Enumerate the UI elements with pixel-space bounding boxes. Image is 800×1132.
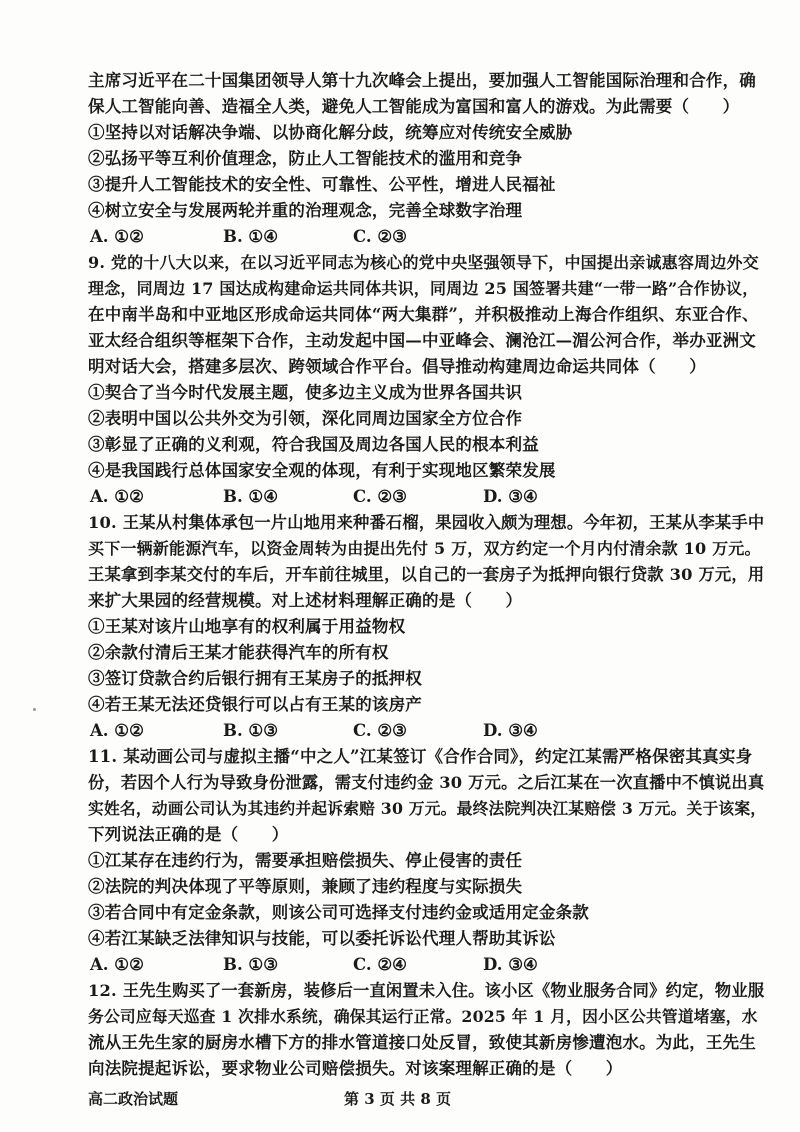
q8-item-2: ②弘扬平等互利价值理念，防止人工智能技术的滥用和竞争: [88, 149, 523, 168]
footer-subject: 高二政治试题: [88, 1090, 179, 1108]
q10-option-b[interactable]: B. ①③: [223, 721, 279, 740]
q11-option-a[interactable]: A. ①②: [90, 955, 144, 974]
q10-item-2: ②余款付清后王某才能获得汽车的所有权: [88, 643, 389, 662]
q9-item-4: ④是我国践行总体国家安全观的体现，有利于实现地区繁荣发展: [88, 461, 556, 480]
q9-option-d[interactable]: D. ③④: [483, 487, 538, 506]
q11-option-c[interactable]: C. ②④: [353, 955, 407, 974]
q9-stem-line-5: 明对话大会，搭建多层次、跨领域合作平台。倡导推动构建周边命运共同体（ ）: [88, 357, 706, 376]
q9-item-2: ②表明中国以公共外交为引领，深化同周边国家全方位合作: [88, 409, 523, 428]
q10-stem-line-3: 王某拿到李某交付的车后，开车前往城里，以自己的一套房子为抵押向银行贷款 30 万元，用: [88, 565, 765, 584]
q11-stem-line-3: 实姓名，动画公司认为其违约并起诉索赔 30 万元。最终法院判决江某赔偿 3 万元。关于该案，: [88, 799, 767, 818]
q8-option-b[interactable]: B. ①④: [223, 227, 279, 246]
scan-speck: [33, 708, 36, 711]
q11-stem-line-4: 下列说法正确的是（ ）: [88, 825, 289, 844]
q8-option-c[interactable]: C. ②③: [353, 227, 407, 246]
q12-stem-line-3: 流从王先生家的厨房水槽下方的排水管道接口处反冒，致使其新房惨遭泡水。为此，王先生: [88, 1033, 756, 1052]
q10-option-c[interactable]: C. ②③: [353, 721, 407, 740]
q11-item-3: ③若合同中有定金条款，则该公司可选择支付违约金或适用定金条款: [88, 903, 589, 922]
footer-page-number: 第 3 页 共 8 页: [344, 1090, 451, 1108]
q10-item-4: ④若王某无法还贷银行可以占有王某的该房产: [88, 695, 422, 714]
q9-option-a[interactable]: A. ①②: [90, 487, 144, 506]
q12-stem-line-2: 务公司应每天巡查 1 次排水系统，确保其运行正常。2025 年 1 月，因小区公共管道堵塞，水: [88, 1007, 758, 1026]
q10-option-a[interactable]: A. ①②: [90, 721, 144, 740]
q9-item-1: ①契合了当今时代发展主题，使多边主义成为世界各国共识: [88, 383, 523, 402]
q10-stem-line-1: 10. 王某从村集体承包一片山地用来种番石榴，果园收入颇为理想。今年初，王某从李某手中: [88, 513, 765, 532]
q8-stem-line-1: 主席习近平在二十国集团领导人第十九次峰会上提出，要加强人工智能国际治理和合作，确: [88, 71, 756, 90]
q11-item-1: ①江某存在违约行为，需要承担赔偿损失、停止侵害的责任: [88, 851, 523, 870]
q8-item-3: ③提升人工智能技术的安全性、可靠性、公平性，增进人民福祉: [88, 175, 556, 194]
q10-item-3: ③签订贷款合约后银行拥有王某房子的抵押权: [88, 669, 422, 688]
q9-stem-line-2: 理念，同周边 17 国达成构建命运共同体共识，同周边 25 国签署共建“一带一路”合作协议，: [88, 279, 759, 298]
q11-stem-line-1: 11. 某动画公司与虚拟主播“中之人”江某签订《合作合同》，约定江某需严格保密其真实身: [88, 747, 753, 766]
q9-stem-line-4: 亚太经合组织等框架下合作，主动发起中国—中亚峰会、澜沧江—湄公河合作，举办亚洲文: [88, 331, 756, 350]
q10-item-1: ①王某对该片山地享有的权利属于用益物权: [88, 617, 406, 636]
q11-item-4: ④若江某缺乏法律知识与技能，可以委托诉讼代理人帮助其诉讼: [88, 929, 556, 948]
q10-option-d[interactable]: D. ③④: [483, 721, 538, 740]
q11-stem-line-2: 份，若因个人行为导致身份泄露，需支付违约金 30 万元。之后江某在一次直播中不慎说出真: [88, 773, 765, 792]
q11-option-b[interactable]: B. ①③: [223, 955, 279, 974]
q8-item-1: ①坚持以对话解决争端、以协商化解分歧，统筹应对传统安全威胁: [88, 123, 573, 142]
q9-item-3: ③彰显了正确的义利观，符合我国及周边各国人民的根本利益: [88, 435, 539, 454]
q9-stem-line-3: 在中南半岛和中亚地区形成命运共同体“两大集群”，并积极推动上海合作组织、东亚合作、: [88, 305, 759, 324]
q11-option-d[interactable]: D. ③④: [483, 955, 538, 974]
q10-stem-line-2: 买下一辆新能源汽车，以资金周转为由提出先付 5 万，双方约定一个月内付清余款 10 万元。: [88, 539, 761, 558]
q10-stem-line-4: 来扩大果园的经营规模。对上述材料理解正确的是（ ）: [88, 591, 523, 610]
q9-option-b[interactable]: B. ①④: [223, 487, 279, 506]
q12-stem-line-4: 向法院提起诉讼，要求物业公司赔偿损失。对该案理解正确的是（ ）: [88, 1059, 623, 1078]
q9-stem-line-1: 9. 党的十八大以来，在以习近平同志为核心的党中央坚强领导下，中国提出亲诚惠容周边外交: [88, 253, 759, 272]
q8-stem-line-2: 保人工智能向善、造福全人类，避免人工智能成为富国和富人的游戏。为此需要（ ）: [88, 97, 740, 116]
q12-stem-line-1: 12. 王先生购买了一套新房，装修后一直闲置未入住。该小区《物业服务合同》约定，物业服: [88, 981, 765, 1000]
q11-item-2: ②法院的判决体现了平等原则，兼顾了违约程度与实际损失: [88, 877, 523, 896]
q8-item-4: ④树立安全与发展两轮并重的治理观念，完善全球数字治理: [88, 201, 523, 220]
q8-option-a[interactable]: A. ①②: [90, 227, 144, 246]
q9-option-c[interactable]: C. ②③: [353, 487, 407, 506]
